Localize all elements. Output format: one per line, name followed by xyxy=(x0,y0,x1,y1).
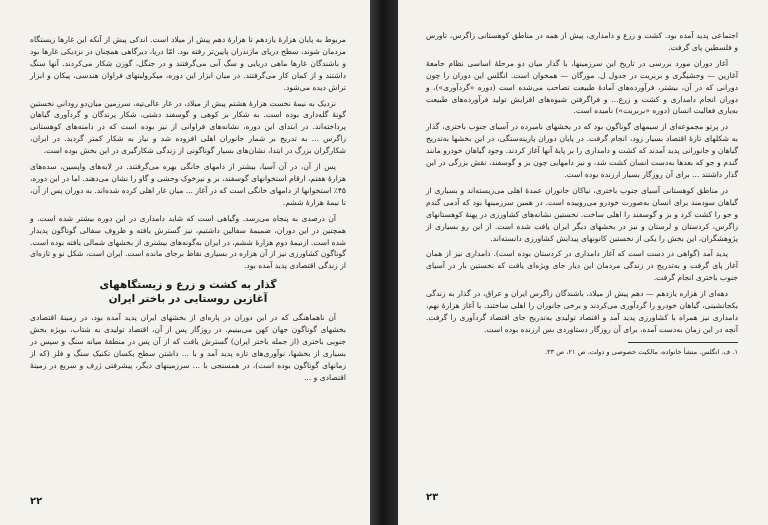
right-paragraph: دهه‌ای از هزاره یازدهم — دهم پیش از میلاد، باشندگان زاگرس ایران و عراق، در گذار به زندگی یکجانشینی، گیاهان خودرو را گردآوری می‌کردند و برخی جانوران را اهلی ساختند. با آغاز هزارهٔ نهم، دامداری نیز همراه با کشاورزی پدید آمد و اقتصاد تولیدی به‌تدریج جای اقتصاد گردآوری را گرفت. آنچه در این زمان به‌دست آمده، برای آن روزگار دستاوردی بس ارزنده بوده است. xyxy=(426,289,738,334)
right-paragraph: در مناطق کوهستانی آسیای جنوب باختری، نیاکان جانوران عمدهٔ اهلی می‌زیسته‌اند و بسیاری از گیاهان سودمند برای انسان به‌صورت خودرو می‌روییده است. در همین سرزمینها بود که آدمی گندم و جو را کشت کرد و بز و گوسفند را اهلی ساخت. نخستین نشانه‌های کشاورزی در پهنهٔ کوهستانهای زاگرس، کردستان و لرستان و نیز در بخشهای دیگر ایران یافت شده است. از این رو بسیاری از پژوهشگران، این بخش را یکی از نخستین کانونهای پیدایش کشاورزی دانسته‌اند. xyxy=(426,185,738,243)
left-paragraph: آن ناهماهنگی که در این دوران در پاره‌ای از بخشهای ایران پدید آمده بود، در زمینهٔ اقتصادی بخشهای گوناگون جهان کهن می‌بینیم. در روزگار پس از آن، اقتصاد تولیدی به شتاب، بویژه بخش جنوبی باختری (از جمله باختر ایران) گسترش یافت که از آن پس در منطقهٔ میانه سنگ و سپس در بسیاری از بخشها، نوآوری‌های تازه پدید آمد و با ... داشتن سطح یکسان تکنیک سنگ و فلز (که از زمانهای گوناگون بوده است)، در همسنجی با ... سرزمینهای دیگر، پیشرفتی ژرف و سریع در زمینهٔ اقتصادی و ... xyxy=(30,313,346,382)
right-page xyxy=(398,0,768,525)
right-paragraph: پدید آمد (گواهی در دست است که آغاز دامداری در کردستان بوده است). دامداری نیز از همان آغاز پای گرفت و به‌تدریج در زندگی مردمان این دیار جای ویژه‌ای یافت که نخستین بار در آسیای جنوب باختری انجام گرفت. xyxy=(426,249,738,283)
right-paragraph: در پرتو مجموعه‌ای از سیمهای گوناگون بود که در بخشهای نامبرده در آسیای جنوب باختری، گذار به شکلهای تازهٔ اقتصاد بسیار زود، انجام گرفت. در پایان دوران پارینه‌سنگی، در این بخشها به‌تدریج گیاهان و جانورانی پدید آمدند که کشت و دامداری را بر پایهٔ آنها آغاز کردند. وجود گیاهان خودرو مانند گندم و جو که بعدها به‌دست انسان کشت شد، و نیز دامهایی چون بز و گوسفند، نقش بزرگی در این گذار داشتند ... برای آن روزگار بسیار ارزنده بوده است. xyxy=(426,122,738,179)
footnote-divider xyxy=(628,342,738,343)
left-page xyxy=(0,0,370,525)
right-paragraph: آغاز دوران مورد بررسی در تاریخ این سرزمینها، با گذار میان دو مرحلهٔ اساسی نظام جامعهٔ آغازین — وحشیگری و بربریت در جدول ل. مورگان — همخوان است. انگلس این دوران را چون دورانی که در آن، بیشتر، فرآورده‌های آمادهٔ طبیعت تصاحب می‌شده است (دوره «گردآوری»)، و دوران انجام دامداری و کشت و زرع... و فراگرفتن شیوه‌های افزایش تولید فرآورده‌های طبیعت به‌یاری فعالیت انسان (دوره «بربریت») نامیده است. xyxy=(426,58,738,116)
footnote: ۱. ف. انگلس. منشأ خانواده، مالکیت خصوصی و دولت، ص ۲۱، ص ۳۳. xyxy=(544,347,738,356)
section-heading-line2: آغازین روستایی در باختر ایران xyxy=(108,293,268,306)
left-paragraph: پس از آن، در آن آسیا، بیشتر از دامهای خانگی بهره می‌گرفتند. در لایه‌های واپسین، سده‌های هزارهٔ هفتم، ارقام استخوانهای گوسفند، بز و نیزخوک وحشی و گاو را نشان می‌دهند. اما در این دوره، ۴۵٪ استخوانها از دامهای خانگی است که در آغاز ... میان غار اهلی کرده شده‌اند. به دوران پس از آن، تا نیمهٔ هزارهٔ ششم. xyxy=(29,162,346,207)
page-number-left: ۲۲ xyxy=(30,496,43,507)
left-paragraph: نزدیک به نیمهٔ نخست هزارهٔ هشتم پیش از میلاد، در غار عالی‌تپه، سرزمین میان‌دو رودانیِ نخستین گونهٔ گله‌داری بوده است. به شکار بز کوهی و گوسفند دشتی، شکار پرندگان و گردآوری گیاهان پرداخته‌اند. در ابتدای این دوره، نشانه‌های فراوانی از نیز بوده است که در دامنه‌های کوهستانی زاگرس ... به تدریج بر شمار جانوران اهلی افزوده شد و نیاز به شکار کمتر گردید. در ایران، شکارگران بزرگ در ابتدا، نشان‌های بسیار گوناگونی از زندگی شکارگیری در این بخش بوده است. xyxy=(30,98,346,156)
book-gutter xyxy=(370,0,398,525)
section-heading-line1: گذار به کشت و زرع و زیستگاههای xyxy=(99,279,277,292)
left-paragraph: آن درصدی به پنجاه می‌رسد. وگیاهی است که شاید دامداری در این دوره بیشتر شده است. و همچنین در این دوران، ضمیمهٔ سفالین داشتیم، نیز گسترش یافته و ظروف سفالی گوناگون پدیدار شده است. ازنیمهٔ دوم هزارهٔ ششم، در ایران به‌گونه‌های بیشتری از بخشهای شمالی یافته بوده است. گوناگون کشاورزی نیز از آن هزاره در بسیاری نقاط برجای مانده است. ایران است، شکل نو و تازه‌ای از زندگی اقتصادی پدید آمده بود. xyxy=(30,213,346,271)
left-paragraph: مربوط به پایان هزارهٔ یازدهم تا هزارهٔ دهم پیش از میلاد است. اندکی پیش از آنکه این غارها زیستگاه مردمان شوند، سطح دریای مازندران پایین‌تر رفته بود. امّا دریا، دیرگاهی همچنان در نزدیکی غارها بود و باشندگان غارها ماهی دریایی و سگ آبی می‌گرفتند و در جنگل، گوزن شکار می‌کردند. آنها سنگ داشتند و از کمان کار می‌گرفتند. در میان ابزار این دوره، میکرولیتهای فراوان هندسی، پیکان و ابزار تراش دیده می‌شود. xyxy=(30,35,346,92)
page-number-right: ۲۳ xyxy=(426,492,439,503)
right-paragraph: اجتماعی پدید آمده بود. کشت و زرع و دامداری، پیش از همه در مناطق کوهستانی زاگرس، تاورس و فلسطین پای گرفت. xyxy=(426,31,738,52)
section-heading xyxy=(30,278,346,306)
